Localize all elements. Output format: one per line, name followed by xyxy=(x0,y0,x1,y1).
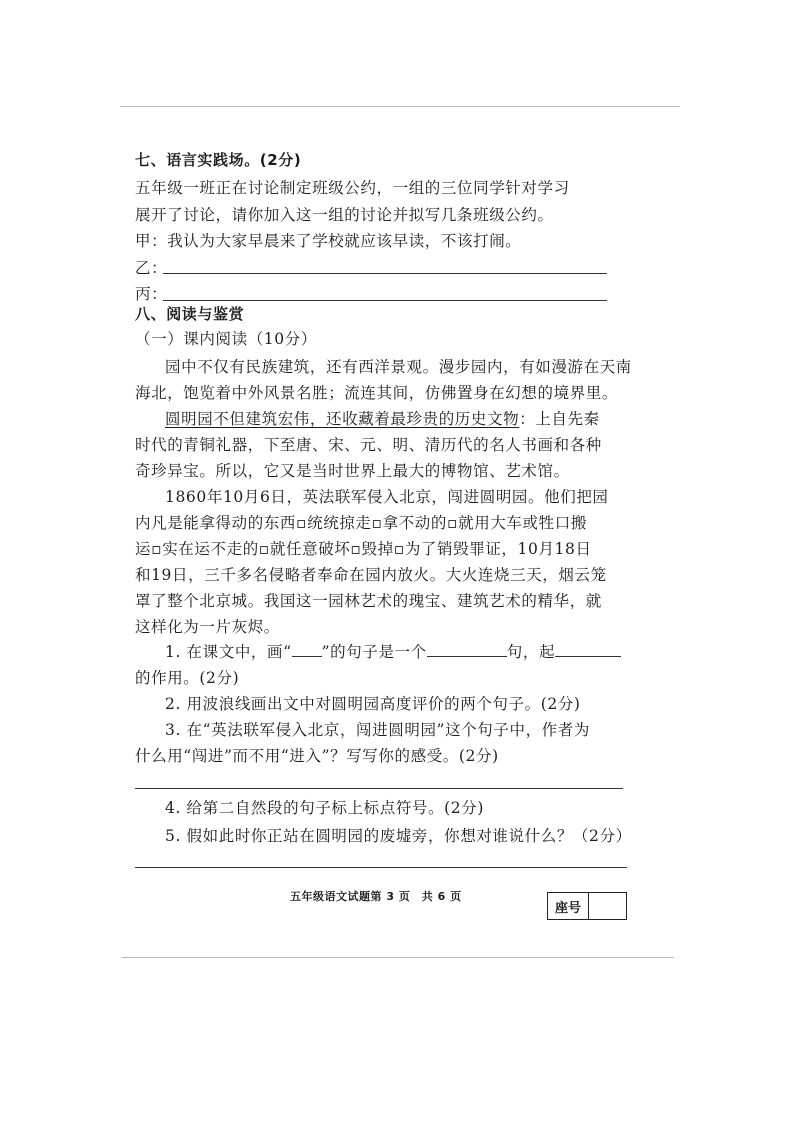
q1-function-blank[interactable] xyxy=(555,642,621,657)
seat-number-box xyxy=(547,892,627,920)
question-3-line1: 3. 在“英法联军侵入北京，闯进圆明园”这个句子中，作者为 xyxy=(165,721,590,739)
question-2: 2. 用波浪线画出文中对圆明园高度评价的两个句子。(2分) xyxy=(165,695,581,713)
passage-p3-line4: 和19日，三千多名侵略者奉命在园内放火。大火连烧三天，烟云笼 xyxy=(135,566,607,584)
q3-answer-line[interactable] xyxy=(135,788,623,789)
top-scan-edge xyxy=(120,106,680,107)
section7-title: 七、语言实践场。(2分) xyxy=(135,151,302,169)
bottom-scan-edge xyxy=(122,957,674,958)
question-3-line2: 什么用“闯进”而不用“进入”？写写你的感受。(2分) xyxy=(135,747,499,765)
q1-part-a: 1. 在课文中，画“ xyxy=(165,643,292,661)
section8-title: 八、阅读与鉴赏 xyxy=(135,305,245,323)
passage-p3-line5: 罩了整个北京城。我国这一园林艺术的瑰宝、建筑艺术的精华，就 xyxy=(135,592,602,610)
section7-intro-line1: 五年级一班正在讨论制定班级公约，一组的三位同学针对学习 xyxy=(135,179,570,197)
question-1-line1 xyxy=(165,642,621,662)
q5-answer-line[interactable] xyxy=(135,867,627,868)
passage-p3-line1: 1860年10月6日，英法联军侵入北京，闯进圆明园。他们把园 xyxy=(165,488,609,506)
passage-p3-line6: 这样化为一片灰烬。 xyxy=(135,618,280,636)
question-1-line2: 的作用。(2分) xyxy=(135,669,240,687)
passage-p2-line3: 奇珍异宝。所以，它又是当时世界上最大的博物馆、艺术馆。 xyxy=(135,462,570,480)
section7-intro-line2: 展开了讨论，请你加入这一组的讨论并拟写几条班级公约。 xyxy=(135,206,554,224)
page-number: 五年级语文试题第 3 页 共 6 页 xyxy=(290,890,462,903)
section8-sub1: （一）课内阅读（10分） xyxy=(135,330,317,348)
q1-sentence-type-blank[interactable] xyxy=(427,642,507,657)
q1-part-c: 句，起 xyxy=(506,643,556,661)
section7-yi-label: 乙： xyxy=(135,259,168,277)
seat-label: 座号 xyxy=(548,893,589,919)
section7-jia: 甲：我认为大家早晨来了学校就应该早读，不该打闹。 xyxy=(135,232,522,250)
question-4: 4. 给第二自然段的句子标上标点符号。(2分) xyxy=(165,799,484,817)
passage-p2-line1 xyxy=(165,409,600,429)
passage-p1-line2: 海北，饱览着中外风景名胜；流连其间，仿佛置身在幻想的境界里。 xyxy=(135,384,619,402)
q1-mark-blank xyxy=(292,642,322,657)
q1-part-b: ”的句子是一个 xyxy=(321,643,427,661)
passage-p2-line1-rest: ：上自先秦 xyxy=(519,410,600,428)
bing-answer-line[interactable] xyxy=(163,300,607,301)
section7-bing-label: 丙： xyxy=(135,285,168,303)
yi-answer-line[interactable] xyxy=(163,273,607,274)
passage-p3-line2: 内凡是能拿得动的东西▫统统掠走▫拿不动的▫就用大车或牲口搬 xyxy=(135,514,587,532)
question-5: 5. 假如此时你正站在圆明园的废墟旁，你想对谁说什么？（2分） xyxy=(165,827,632,845)
passage-p1-line1: 园中不仅有民族建筑，还有西洋景观。漫步园内，有如漫游在天南 xyxy=(165,358,632,376)
passage-p3-line3: 运▫实在运不走的▫就任意破坏▫毁掉▫为了销毁罪证，10月18日 xyxy=(135,540,592,558)
underlined-sentence: 圆明园不但建筑宏伟，还收藏着最珍贵的历史文物 xyxy=(165,410,520,428)
seat-number-field[interactable] xyxy=(589,893,626,919)
passage-p2-line2: 时代的青铜礼器，下至唐、宋、元、明、清历代的名人书画和各种 xyxy=(135,436,602,454)
